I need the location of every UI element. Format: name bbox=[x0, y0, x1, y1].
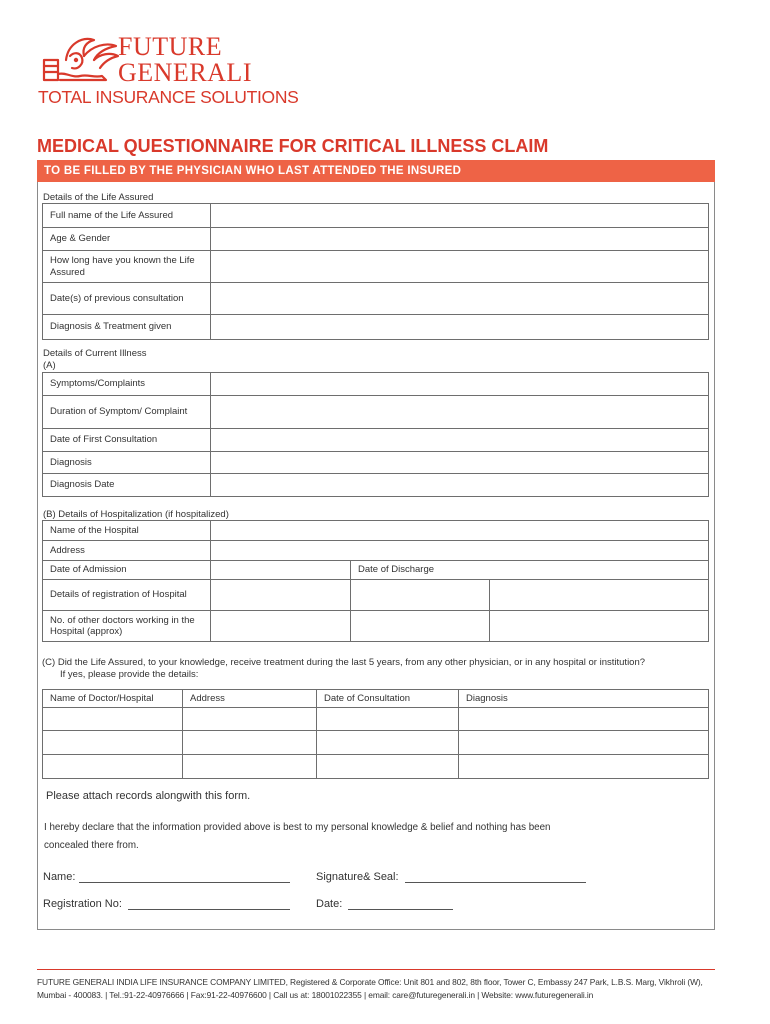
registration-label: Registration No: bbox=[43, 898, 122, 910]
footer-line2: Mumbai - 400083. | Tel.:91-22-40976666 | Fax:91-22-40976600 | Call us at: 18001022355 | email: care@futuregenerali.in | Website: www.futuregenerali.in bbox=[37, 990, 594, 1000]
table-row bbox=[43, 611, 709, 642]
registration-field-2[interactable] bbox=[351, 580, 490, 611]
discharge-date-field[interactable] bbox=[351, 561, 709, 580]
date-field[interactable] bbox=[348, 909, 453, 910]
footer-divider bbox=[37, 969, 715, 970]
registration-field-3[interactable] bbox=[490, 580, 709, 611]
row-label: Symptoms/Complaints bbox=[43, 373, 211, 396]
column-header: Name of Doctor/Hospital bbox=[43, 690, 183, 708]
table-row bbox=[43, 204, 709, 228]
current-illness-table bbox=[42, 372, 709, 497]
footer-line1: FUTURE GENERALI INDIA LIFE INSURANCE COMPANY LIMITED, Registered & Corporate Office: Unit 801 and 802, 8th floor, Tower C, Embassy 247 Park, L.B.S. Marg, Vikhroli (W), bbox=[37, 977, 703, 987]
diagnosis-treatment-field[interactable] bbox=[211, 315, 709, 340]
row-label: Diagnosis Date bbox=[43, 474, 211, 497]
tagline: TOTAL INSURANCE SOLUTIONS bbox=[38, 87, 299, 107]
diagnosis-date-field[interactable] bbox=[211, 474, 709, 497]
table-row bbox=[43, 429, 709, 452]
current-illness-heading-line1: Details of Current Illness bbox=[43, 348, 147, 359]
table-row bbox=[43, 541, 709, 561]
full-name-field[interactable] bbox=[211, 204, 709, 228]
signature-field[interactable] bbox=[405, 882, 586, 883]
row-label: Age & Gender bbox=[43, 228, 211, 251]
declaration-line2: concealed there from. bbox=[44, 840, 139, 851]
doctors-count-field-2[interactable] bbox=[351, 611, 490, 642]
table-cell[interactable] bbox=[183, 755, 317, 779]
attach-note: Please attach records alongwith this form. bbox=[46, 790, 251, 802]
row-label: No. of other doctors working in the Hospital (approx) bbox=[43, 611, 211, 642]
table-row bbox=[43, 396, 709, 429]
current-illness-heading bbox=[43, 348, 146, 372]
table-cell[interactable] bbox=[43, 731, 183, 755]
table-row bbox=[43, 251, 709, 283]
column-header: Address bbox=[183, 690, 317, 708]
row-label: Date of Admission bbox=[43, 561, 211, 580]
table-row bbox=[43, 521, 709, 541]
registration-field[interactable] bbox=[128, 909, 290, 910]
column-header: Date of Consultation bbox=[317, 690, 459, 708]
doctors-count-field[interactable] bbox=[211, 611, 351, 642]
signature-label: Signature& Seal: bbox=[316, 871, 399, 883]
date-label: Date: bbox=[316, 898, 343, 910]
table-row bbox=[43, 452, 709, 474]
row-label: Full name of the Life Assured bbox=[43, 204, 211, 228]
section-c-subtext: If yes, please provide the details: bbox=[60, 669, 199, 680]
symptom-duration-field[interactable] bbox=[211, 396, 709, 429]
row-label: Address bbox=[43, 541, 211, 561]
declaration-line1: I hereby declare that the information provided above is best to my personal knowledge & belief and nothing has been bbox=[44, 822, 551, 833]
brand-wordmark bbox=[118, 34, 252, 86]
hospital-address-field[interactable] bbox=[211, 541, 709, 561]
hospital-name-field[interactable] bbox=[211, 521, 709, 541]
row-label: Duration of Symptom/ Complaint bbox=[43, 396, 211, 429]
table-row bbox=[43, 755, 709, 779]
name-label: Name: bbox=[43, 871, 76, 883]
row-label: How long have you known the Life Assured bbox=[43, 251, 211, 283]
table-cell[interactable] bbox=[317, 708, 459, 731]
column-header: Diagnosis bbox=[459, 690, 709, 708]
table-row bbox=[43, 373, 709, 396]
first-consultation-field[interactable] bbox=[211, 429, 709, 452]
table-row bbox=[43, 731, 709, 755]
table-cell[interactable] bbox=[317, 731, 459, 755]
symptoms-field[interactable] bbox=[211, 373, 709, 396]
table-row bbox=[43, 474, 709, 497]
table-row bbox=[43, 561, 709, 580]
row-label: Diagnosis bbox=[43, 452, 211, 474]
table-cell[interactable] bbox=[183, 731, 317, 755]
row-label: Date(s) of previous consultation bbox=[43, 283, 211, 315]
hospitalization-heading: (B) Details of Hospitalization (if hospitalized) bbox=[43, 509, 229, 520]
name-field[interactable] bbox=[79, 882, 290, 883]
physician-banner: TO BE FILLED BY THE PHYSICIAN WHO LAST ATTENDED THE INSURED bbox=[37, 160, 715, 182]
table-cell[interactable] bbox=[183, 708, 317, 731]
admission-date-field[interactable] bbox=[211, 561, 351, 580]
age-gender-field[interactable] bbox=[211, 228, 709, 251]
row-label: Details of registration of Hospital bbox=[43, 580, 211, 611]
footer bbox=[37, 976, 727, 1002]
brand-line-generali: GENERALI bbox=[118, 58, 252, 87]
table-cell[interactable] bbox=[459, 731, 709, 755]
table-row bbox=[43, 228, 709, 251]
doctors-count-field-3[interactable] bbox=[490, 611, 709, 642]
table-row bbox=[43, 708, 709, 731]
table-cell[interactable] bbox=[43, 755, 183, 779]
discharge-label: Date of Discharge bbox=[358, 564, 435, 576]
known-duration-field[interactable] bbox=[211, 251, 709, 283]
previous-consultation-field[interactable] bbox=[211, 283, 709, 315]
page-title: MEDICAL QUESTIONNAIRE FOR CRITICAL ILLNESS CLAIM bbox=[37, 136, 549, 156]
row-label: Date of First Consultation bbox=[43, 429, 211, 452]
diagnosis-field[interactable] bbox=[211, 452, 709, 474]
hospitalization-table bbox=[42, 520, 709, 642]
table-row bbox=[43, 580, 709, 611]
table-cell[interactable] bbox=[43, 708, 183, 731]
section-c-question: (C) Did the Life Assured, to your knowledge, receive treatment during the last 5 years, from any other physician, or in any hospital or institution? bbox=[42, 657, 646, 668]
table-header-row bbox=[43, 690, 709, 708]
table-row bbox=[43, 283, 709, 315]
table-cell[interactable] bbox=[459, 708, 709, 731]
table-row bbox=[43, 315, 709, 340]
treatment-history-table bbox=[42, 689, 709, 779]
registration-field[interactable] bbox=[211, 580, 351, 611]
table-cell[interactable] bbox=[459, 755, 709, 779]
row-label: Diagnosis & Treatment given bbox=[43, 315, 211, 340]
life-assured-table bbox=[42, 203, 709, 340]
current-illness-heading-line2: (A) bbox=[43, 360, 56, 371]
table-cell[interactable] bbox=[317, 755, 459, 779]
life-assured-heading: Details of the Life Assured bbox=[43, 192, 154, 203]
row-label: Name of the Hospital bbox=[43, 521, 211, 541]
brand-line-future: FUTURE bbox=[118, 32, 223, 61]
